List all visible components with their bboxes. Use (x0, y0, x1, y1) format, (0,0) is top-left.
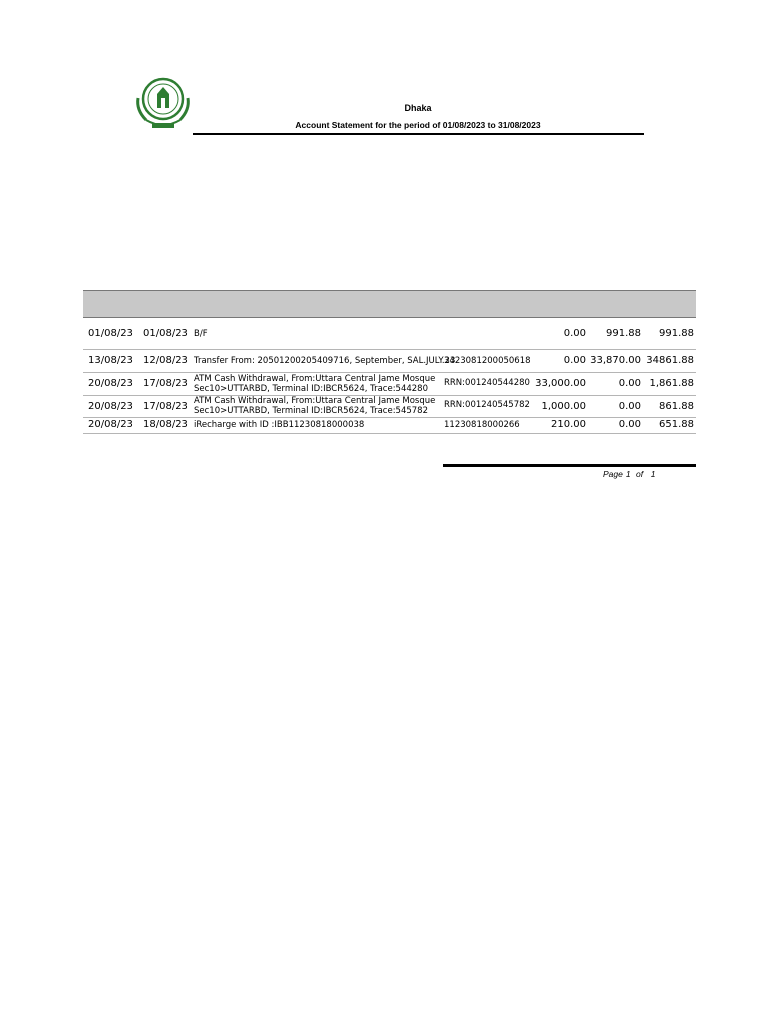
balance-amount: 651.88 (659, 419, 694, 430)
table-row (83, 418, 696, 434)
page-total: 1 (650, 469, 656, 479)
credit-amount: 0.00 (618, 419, 641, 430)
table-row (83, 350, 696, 373)
description: B/F (194, 329, 208, 339)
description-line-2: Sec10>UTTARBD, Terminal ID:IBCR5624, Trace:545782 (194, 406, 428, 416)
description-line-1: ATM Cash Withdrawal, From:Uttara Central Jame Mosque (194, 396, 436, 406)
value-date: 12/08/23 (143, 355, 188, 366)
balance-amount: 991.88 (659, 328, 694, 339)
value-date: 01/08/23 (143, 328, 188, 339)
bank-emblem-icon (132, 70, 194, 132)
value-date: 17/08/23 (143, 401, 188, 412)
credit-amount: 0.00 (618, 378, 641, 389)
table-header (83, 290, 696, 318)
debit-amount: 210.00 (551, 419, 586, 430)
debit-amount: 33,000.00 (535, 378, 586, 389)
statement-period-title: Account Statement for the period of 01/08/2023 to 31/08/2023 (295, 120, 541, 130)
txn-date: 13/08/23 (88, 355, 133, 366)
description: iRecharge with ID :IBB11230818000038 (194, 420, 365, 430)
of-word: of (635, 469, 644, 479)
debit-amount: 1,000.00 (541, 401, 586, 412)
bank-logo (132, 70, 194, 132)
credit-amount: 0.00 (618, 401, 641, 412)
txn-date: 01/08/23 (88, 328, 133, 339)
header-divider (193, 133, 644, 135)
debit-amount: 0.00 (563, 355, 586, 366)
page-current: 1 (625, 469, 631, 479)
reference: 11230818000266 (444, 420, 520, 430)
table-row (83, 373, 696, 396)
page-indicator (603, 469, 659, 479)
txn-date: 20/08/23 (88, 419, 133, 430)
txn-date: 20/08/23 (88, 401, 133, 412)
reference: RRN:001240545782 (444, 400, 530, 410)
balance-amount: 861.88 (659, 401, 694, 412)
balance-amount: 34861.88 (646, 355, 694, 366)
footer-divider (443, 464, 696, 467)
balance-amount: 1,861.88 (649, 378, 694, 389)
page-word: Page (603, 469, 623, 479)
value-date: 17/08/23 (143, 378, 188, 389)
description-line-2: Sec10>UTTARBD, Terminal ID:IBCR5624, Trace:544280 (194, 384, 428, 394)
debit-amount: 0.00 (563, 328, 586, 339)
reference: 3423081200050618 (444, 356, 531, 366)
description-line-1: ATM Cash Withdrawal, From:Uttara Central Jame Mosque (194, 374, 436, 384)
credit-amount: 33,870.00 (590, 355, 641, 366)
description: Transfer From: 20501200205409716, September, SAL.JULY.23 (194, 356, 456, 366)
table-row (83, 396, 696, 418)
branch-city: Dhaka (404, 103, 432, 113)
reference: RRN:001240544280 (444, 378, 530, 388)
txn-date: 20/08/23 (88, 378, 133, 389)
table-row (83, 318, 696, 350)
credit-amount: 991.88 (606, 328, 641, 339)
value-date: 18/08/23 (143, 419, 188, 430)
